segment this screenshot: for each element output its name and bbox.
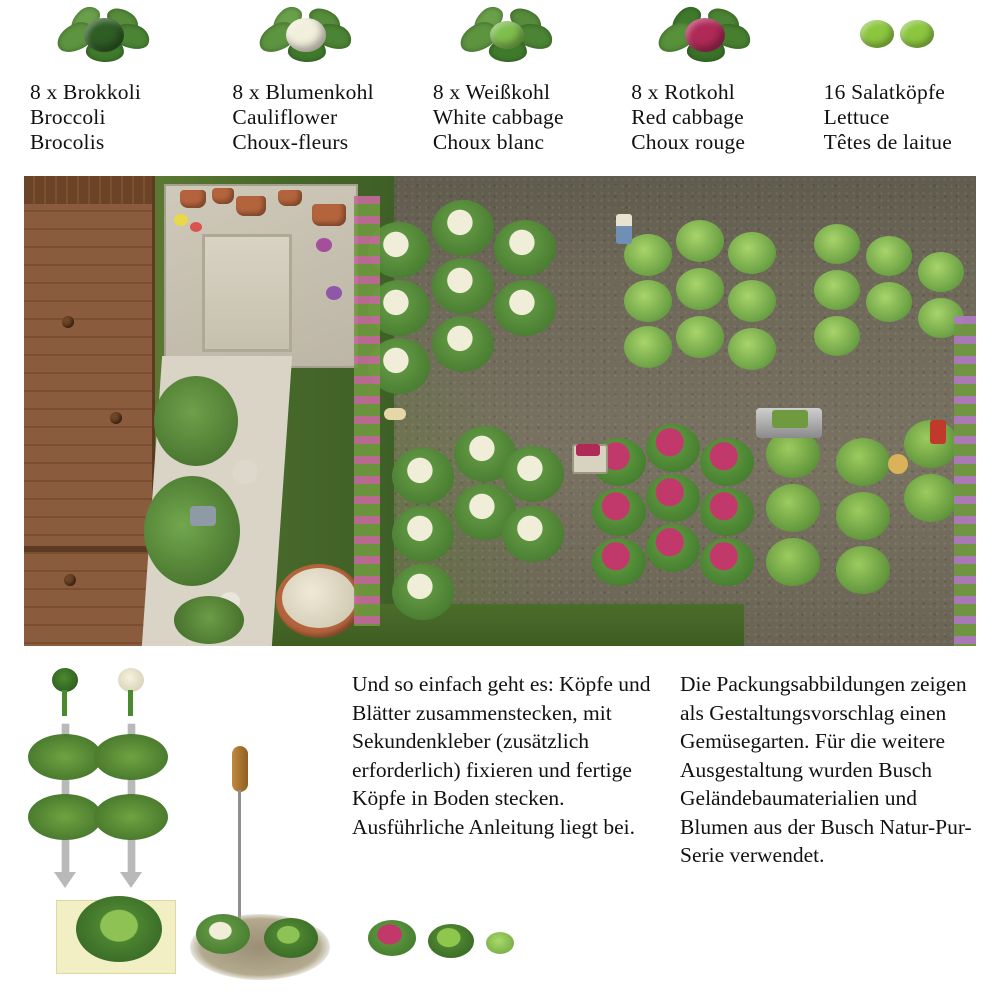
red-cabbage-photo [631, 4, 781, 76]
watering-can [190, 506, 216, 526]
product-name-fr: Têtes de laitue [823, 130, 952, 154]
plant-red-cabbage [592, 488, 646, 536]
product-column-broccoli [0, 4, 206, 170]
leaf-rosette-part [94, 734, 168, 780]
product-column-white-cabbage [409, 4, 609, 170]
broccoli-head-part [52, 668, 78, 692]
plant-green-cabbage [676, 268, 724, 310]
house-wall [24, 176, 155, 646]
notes-text-column [680, 670, 990, 870]
plant-green-cabbage [814, 270, 860, 310]
plant-green-cabbage [624, 280, 672, 322]
product-name-en: Lettuce [823, 105, 890, 129]
white-cabbage-photo [433, 4, 583, 76]
lettuce-icon [850, 8, 946, 58]
leaf-rosette-part [28, 734, 102, 780]
plant-red-cabbage [646, 424, 700, 472]
plant-white-cabbage [494, 280, 556, 336]
wall-fixture [64, 574, 76, 586]
planted-cabbage [196, 914, 250, 954]
bottom-section [0, 652, 1000, 1000]
shrub [154, 376, 238, 466]
product-name-en: Broccoli [30, 105, 106, 129]
flower-pot [212, 188, 234, 204]
cauliflower-photo [232, 4, 382, 76]
broccoli-stem-part [62, 690, 67, 716]
figure-gardener-red [930, 420, 946, 444]
cauliflower-icon [258, 8, 354, 70]
plant-green-cabbage [728, 328, 776, 370]
garden-diorama-photo [24, 176, 976, 646]
flower-bloom [190, 222, 202, 232]
white-cabbage-icon [459, 8, 555, 70]
plant-green-cabbage [866, 282, 912, 322]
sample-lettuce [486, 932, 514, 954]
plant-green-cabbage [814, 316, 860, 356]
plant-red-cabbage [700, 538, 754, 586]
assembly-illustration [10, 662, 340, 992]
plant-red-cabbage [646, 474, 700, 522]
assembly-arrow-right-head [120, 872, 142, 888]
wall-fixture [110, 412, 122, 424]
product-column-cauliflower [206, 4, 408, 170]
plant-white-cabbage [392, 506, 454, 562]
product-quantity-label: 8 x Rotkohl [631, 80, 735, 104]
plant-white-cabbage [494, 220, 556, 276]
plant-white-cabbage [432, 200, 494, 256]
notes-text: Die Packungsabbildungen zeigen als Gestaltungsvorschlag einen Gemüsegarten. Für die weitere Ausgestaltung wurden Busch Geländebaumaterialien und Blumen aus der Busch Natur-Pur-Serie verwendet. [680, 672, 972, 867]
wall-fixture [62, 316, 74, 328]
product-name-fr: Choux blanc [432, 130, 545, 154]
product-quantity-label: 8 x Blumenkohl [232, 80, 374, 104]
instructions-text: Und so einfach geht es: Köpfe und Blätter zusammenstecken, mit Sekundenkleber (zusätzlich erforderlich) fixieren und fertige Köpfe in Boden stecken. Ausführliche Anleitung liegt bei. [352, 672, 651, 839]
plant-green-cabbage [624, 326, 672, 368]
product-quantity-label: 16 Salatköpfe [823, 80, 946, 104]
plant-green-cabbage [814, 224, 860, 264]
plant-white-cabbage [392, 564, 454, 620]
product-name-en: Red cabbage [631, 105, 744, 129]
plant-red-cabbage [700, 488, 754, 536]
broccoli-icon [56, 8, 152, 70]
plant-green-cabbage [728, 232, 776, 274]
shrub [174, 596, 244, 644]
flower-pot [180, 190, 206, 208]
plant-green-cabbage [836, 438, 890, 486]
plant-green-cabbage [676, 316, 724, 358]
flower-bloom [326, 286, 342, 300]
figure-gardener-bending [888, 454, 908, 474]
plant-white-cabbage [392, 448, 454, 504]
plant-green-cabbage [676, 220, 724, 262]
plant-white-cabbage [502, 446, 564, 502]
leaf-rosette-part [94, 794, 168, 840]
product-name-en: Cauliflower [232, 105, 338, 129]
plant-white-cabbage [502, 506, 564, 562]
plant-white-cabbage [432, 258, 494, 314]
flower-pot [278, 190, 302, 206]
product-legend-strip [0, 0, 1000, 170]
plant-green-cabbage [766, 538, 820, 586]
plant-green-cabbage [728, 280, 776, 322]
flower-pot [312, 204, 346, 226]
product-column-red-cabbage [609, 4, 807, 170]
plant-white-cabbage [432, 316, 494, 372]
broccoli-photo [30, 4, 180, 76]
shrub [144, 476, 240, 586]
product-name-en: White cabbage [432, 105, 564, 129]
plant-green-cabbage [904, 474, 958, 522]
plant-red-cabbage [646, 524, 700, 572]
wheelbarrow-load [772, 410, 808, 428]
assembly-arrow-left-head [54, 872, 76, 888]
sample-green-cabbage [428, 924, 474, 958]
product-name-fr: Choux rouge [631, 130, 746, 154]
dibber-handle [232, 746, 248, 792]
cauliflower-stem-part [128, 690, 133, 716]
patio-cold-frame [202, 234, 292, 352]
flower-border-left [354, 196, 380, 626]
product-quantity-label: 8 x Brokkoli [30, 80, 142, 104]
assembled-plant [76, 896, 162, 962]
plant-green-cabbage [766, 484, 820, 532]
red-cabbage-icon [657, 8, 753, 70]
plant-red-cabbage [592, 538, 646, 586]
plant-green-cabbage [836, 492, 890, 540]
plant-green-cabbage [836, 546, 890, 594]
house-roof-edge [24, 176, 152, 204]
plant-green-cabbage [866, 236, 912, 276]
patio-area [164, 184, 358, 368]
plant-green-cabbage [918, 252, 964, 292]
flower-bloom [174, 214, 188, 226]
planter-flowers [282, 568, 356, 628]
leaf-rosette-part [28, 794, 102, 840]
plant-red-cabbage [700, 438, 754, 486]
planted-cabbage [264, 918, 318, 958]
product-quantity-label: 8 x Weißkohl [432, 80, 551, 104]
figure-gardener-hat [384, 408, 406, 420]
product-column-lettuce [808, 4, 1000, 170]
figure-gardener-standing [616, 214, 632, 244]
product-name-fr: Brocolis [30, 130, 105, 154]
flower-bloom [316, 238, 332, 252]
flower-border-right [954, 316, 976, 646]
lettuce-photo [824, 4, 974, 76]
instructions-text-column [352, 670, 652, 841]
product-name-fr: Choux-fleurs [232, 130, 349, 154]
sample-red-cabbage [368, 920, 416, 956]
flower-pot [236, 196, 266, 216]
crate-load [576, 444, 600, 456]
cauliflower-head-part [118, 668, 144, 692]
